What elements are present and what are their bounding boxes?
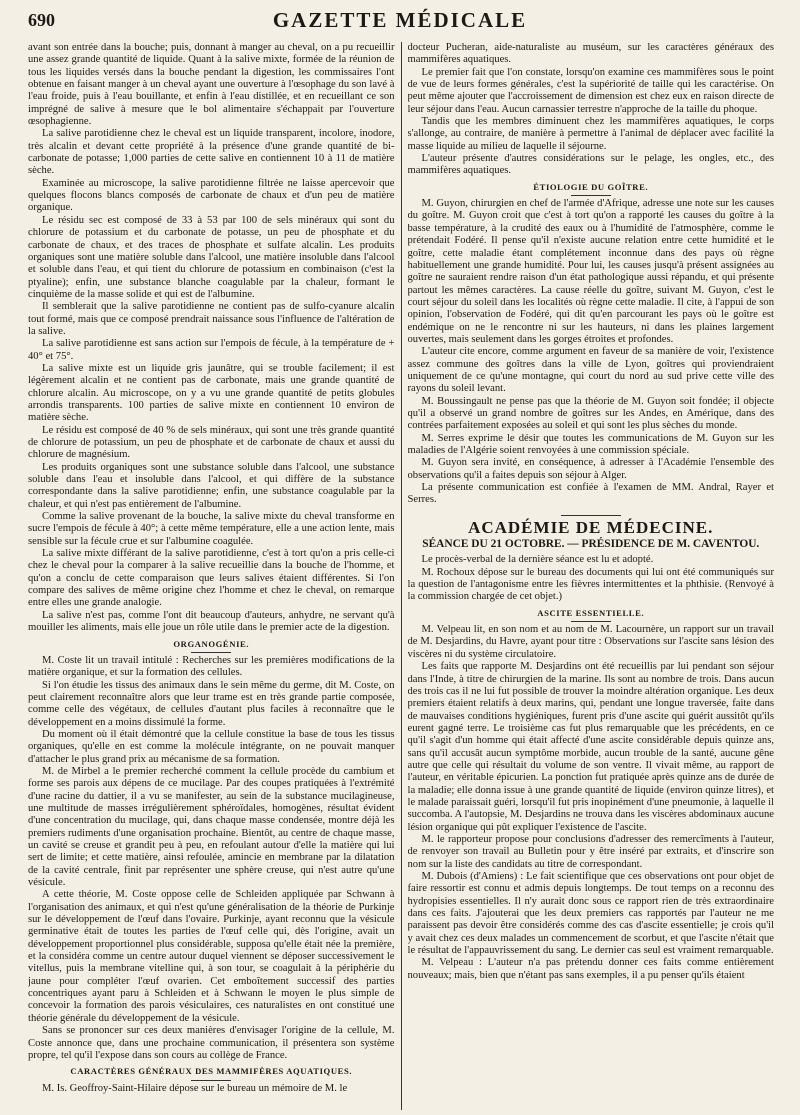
paragraph: La salive mixte est un liquide gris jaunâtre, qui se trouble facilement; il est légèrement alcalin et ne contient pas de carbonate, mais une grande quantité de chlorure alcalin. Au microscope, on y a vu une grande quantité de petits globules arrondis transparents. 100 parties de salive mixte en contiennent 10 environ de matière sèche. [28,362,395,424]
paragraph: Du moment où il était démontré que la cellule constitue la base de tous les tissus organiques, qu'elle en est comme la molécule intégrante, on ne pouvait manquer d'attacher le plus grand prix au mécanisme de sa formation. [28,728,395,765]
paragraph: L'auteur cite encore, comme argument en faveur de sa manière de voir, l'existence assez commune des goîtres dans la ville de Lyon, goîtres qui proviendraient uniquement de ce qu'une montagne, qui court du nord au sud prive cette ville des rayons du soleil levant. [407,346,774,395]
paragraph: Sans se prononcer sur ces deux manières d'envisager l'origine de la cellule, M. Coste annonce que, dans une prochaine communication, il présentera son système propre, tel qu'il l'expose dans son cours au collège de France. [28,1025,395,1061]
section-heading-mammiferes: CARACTÈRES GÉNÉRAUX DES MAMMIFÈRES AQUATIQUES. [28,1065,395,1080]
paragraph: Si l'on étudie les tissus des animaux dans le sein même du germe, dit M. Coste, on peut clairement reconnaître alors que leur trame est en très grande partie composée, comme celle des végétaux, de cellules d'autant plus faciles à reconnaître que le développement en a moins dissimulé la forme. [28,679,395,728]
paragraph: M. Guyon sera invité, en conséquence, à adresser à l'Académie l'ensemble des observations qu'il a faites depuis son séjour à Alger. [407,457,774,481]
paragraph: M. Guyon, chirurgien en chef de l'armée d'Afrique, adresse une note sur les causes du goître. M. Guyon croit que c'est à tort qu'on a rapporté les causes du goître à la basse température, à la crudité des eaux ou à l'humidité de l'atmosphère, comme le prétendait Fodéré. Il pense qu'il n'existe aucune relation entre cette humidité et le goître, cette maladie étant complétement inconnue dans des pays où règne habituellement une grande humidité. Pour lui, les causes jusqu'à présent assignées au goître ne sauraient rendre raison d'un état pathologique aussi répandu, et qui présente partout les mêmes caractères. La cause réelle du goître, suivant M. Guyon, c'est le court séjour du soleil dans les localités où règne cette maladie. Il cite, à l'appui de son opinion, l'observation de Fodéré, qui dit qu'en parcourant les pays où le goître est endémique on ne le rencontre ni sur les hauteurs, ni dans les plaines largement ouvertes, mais seulement dans les gorges étroites et profondes. [407,198,774,345]
paragraph: La salive mixte différant de la salive parotidienne, c'est à tort qu'on a pris celle-ci chez le cheval pour la comparer à la salive recueillie dans la bouche de l'homme, et qu'on a conclu de cette comparaison que leurs salives étaient différentes. Si l'on compare des salives de même origine chez l'homme et chez le cheval, on remarque entre elles une grande analogie. [28,548,395,609]
paragraph: Le résidu est composé de 40 % de sels minéraux, qui sont une très grande quantité de chlorure de potassium, un peu de phosphate et de carbonate de chaux et aussi du chlorure de magnésium. [28,424,395,461]
paragraph: Les produits organiques sont une substance soluble dans l'alcool, une substance soluble dans l'eau et insoluble dans l'alcool, et qui diffère de la substance correspondante dans la salive parotidienne; enfin, une substance coagulable par la chaleur, et qui n'est pas entièrement de l'albumine. [28,461,395,510]
running-title: GAZETTE MÉDICALE [272,8,528,32]
paragraph: M. de Mirbel a le premier recherché comment la cellule procède du cambium et forme ses parois aux dépens de ce mucilage. Par des coupes pratiquées à l'extrémité d'une racine du dattier, il a vu se manifester, au sein de la substance mucilagineuse, une multitude de masses irrégulièrement sphéroïdales, homogènes, résultat évident d'une concentration du mucilage, qui, dans chaque masse condensée, montre déjà les premiers rudiments d'une organisation prochaine. Bientôt, au centre de chaque masse, un cavité se creuse et grandit peu à peu, en refoulant autour d'elle la matière qui lui sert de limite; et cette matière, ainsi refoulée, amincie en membrane par la dilatation de la cavité centrale, finit par représenter une sphère creuse, qui n'est autre qu'une vésicule. [28,765,395,889]
left-column [28,42,395,1110]
article-columns [28,42,774,1110]
academy-title: ACADÉMIE DE MÉDECINE. [408,515,775,534]
paragraph: La salive parotidienne est sans action sur l'empois de fécule, à la température de + 40° et 75°. [28,338,395,362]
paragraph: M. Velpeau : L'auteur n'a pas prétendu donner ces faits comme entièrement nouveaux; mais, bien que n'étant pas sans exemples, il a pu penser qu'ils étaient [407,957,774,981]
section-heading-organogenie: ORGANOGÉNIE. [28,638,395,653]
paragraph: Les faits que rapporte M. Desjardins ont été recueillis par lui pendant son séjour dans l'Inde, à titre de chirurgien de la marine. Ils sont au nombre de trois. Dans aucun des trois cas il ne lui fut possible de trouver la moindre altération organique. Les deux premiers étaient relatifs à deux marins, qui, pendant une longue traversée, faite dans de mauvaises conditions hygiéniques, furent pris d'une ascite qui guérit aussitôt qu'ils eurent gagné terre. Le troisième cas fut plus remarquable que les précédents, en ce qu'il s'agit d'un homme qui était affecté d'une ascite considérable depuis quinze ans, sans qu'il accusât aucun symptôme morbide, aucun trouble de la santé, aucune gêne autre que celle qui résultait du volume de son ventre. Il vivait même, au rapport de l'auteur, en véritable épicurien. La ponction fut pratiquée après quinze ans de durée de la maladie; elle donna issue à une grande quantité de liquide (environ quinze litres), et le malade paraissait guéri, lorsqu'il fut pris inopinément d'une pneumonie, à laquelle il succomba. A l'autopsie, M. Desjardins ne trouva dans les viscères abdominaux aucune lésion organique qui pût expliquer l'existence de l'ascite. [407,661,774,833]
paragraph: M. Coste lit un travail intitulé : Recherches sur les premières modifications de la matière organique, et sur la formation des cellules. [28,654,395,679]
page-number: 690 [28,10,55,30]
paragraph: M. Dubois (d'Amiens) : Le fait scientifique que ces observations ont pour objet de faire ressortir est connu et admis depuis longtemps. De tout temps on a reconnu des hydropisies essentielles. Il n'y aurait donc sous ce rapport rien de très extraordinaire dans ces faits. J'ajouterai que les deux premiers cas rapportés par l'auteur ne me paraissent pas devoir être considérés comme des cas d'ascite essentielle; je crois qu'il y avait chez ces deux malades un commencement de scorbut, et que l'ascite n'était que le résultat de l'appauvrissement du sang. Le dernier cas seul est vraiment remarquable. [407,871,774,957]
page-header [0,0,800,40]
paragraph: A cette théorie, M. Coste oppose celle de Schleiden appliquée par Schwann à l'organisation des animaux, et qui n'est qu'une généralisation de la théorie de Purkinje sur le développement de l'œuf dans l'ovaire. Purkinje, ayant reconnu que la vésicule germinative était de toutes les parties de l'œuf celle qui, dès l'origine, avait un développement proportionnel plus considérable, supposa qu'elle était née la première, et la considéra comme un centre autour duquel viennent se déposer successivement le vitellus, puis la membrane vitelline qui, à son tour, se coagulait à la périphérie du jaune pour compléter l'œuf ovarien. Cet emboîtement successif des parties concentriques ayant paru à Schleiden et à Schwann le moyen le plus simple de concevoir la formation des parois vésiculaires, ces naturalistes en ont constitué une théorie générale du développement de la vésicule. [28,889,395,1024]
section-heading-ascite: ASCITE ESSENTIELLE. [408,607,775,622]
paragraph: Examinée au microscope, la salive parotidienne filtrée ne laisse apercevoir que quelques flocons blancs composés de carbonate de chaux et d'un peu de matière organique. [28,177,395,214]
column-divider [401,42,402,1110]
seance-line: SÉANCE DU 21 OCTOBRE. — PRÉSIDENCE DE M. CAVENTOU. [422,538,760,551]
paragraph: Il semblerait que la salive parotidienne ne contient pas de sulfo-cyanure alcalin tout formé, mais que ce composé prendrait naissance sous l'influence de l'altération de la salive. [28,301,395,337]
paragraph: La présente communication est confiée à l'examen de MM. Andral, Rayer et Serres. [407,482,774,506]
paragraph: M. le rapporteur propose pour conclusions d'adresser des remercîments à l'auteur, de renvoyer son travail au Bulletin pour y être inséré par extraits, et d'inscrire son nom sur la liste des candidats au titre de correspondant. [407,833,774,870]
paragraph: Tandis que les membres diminuent chez les mammifères aquatiques, le corps s'allonge, au contraire, de manière à permettre à l'animal de déplacer avec facilité la masse liquide au milieu de laquelle il séjourne. [407,116,774,152]
paragraph: L'auteur présente d'autres considérations sur le pelage, les ongles, etc., des mammifères aquatiques. [407,153,774,177]
paragraph: La salive parotidienne chez le cheval est un liquide transparent, incolore, inodore, très alcalin et devant cette propriété à la présence d'une grande quantité de bi-carbonate de potasse; 1,000 parties de cette salive en contiennent 10 à 11 de matière sèche. [28,128,395,177]
paragraph: Comme la salive provenant de la bouche, la salive mixte du cheval transforme en sucre l'empois de fécule à 40°; à cette même température, elle a une action lente, mais sensible sur la fécule crue et sur l'albumine coagulée. [28,511,395,547]
paragraph: M. Rochoux dépose sur le bureau des documents qui lui ont été communiqués sur la question de l'antagonisme entre les fièvres intermittentes et la phthisie. (Renvoyé à la commission chargée de cet objet.) [407,566,774,603]
paragraph: Le résidu sec est composé de 33 à 53 par 100 de sels minéraux qui sont du chlorure de potassium et du carbonate de potasse, un peu de phosphate et du carbonate de chaux, et des traces de phosphate et sulfate alcalin. Les produits organiques sont une matière soluble dans l'alcool, une matière insoluble dans l'alcool et soluble dans l'eau, et qui tient du chlorure de potassium en combinaison (c'est la ptyaline); enfin, une substance blanche coagulable par la chaleur, formant le cinquième de la masse solide et qui est de l'albumine. [28,214,395,300]
paragraph: M. Boussingault ne pense pas que la théorie de M. Guyon soit fondée; il objecte qu'il a observé un grand nombre de goîtres sur les Andes, en Amérique, dans des contrées parfaitement exposées au soleil et qui sont les plus sèches du monde. [407,395,774,432]
section-heading-etiologie: ÉTIOLOGIE DU GOÎTRE. [408,181,775,196]
paragraph: docteur Pucheran, aide-naturaliste au muséum, sur les caractères généraux des mammifères aquatiques. [407,42,774,66]
paragraph: M. Serres exprime le désir que toutes les communications de M. Guyon sur les maladies de l'Algérie soient renvoyées à une commission spéciale. [407,432,774,456]
paragraph: Le premier fait que l'on constate, lorsqu'on examine ces mammifères sous le point de vue de leurs formes générales, c'est la supériorité de taille qui les caractérise. On peut même ajouter que l'accroissement de dimension est chez eux en raison directe de leur séjour dans l'eau. Aucun carnassier terrestre n'approche de la taille du phoque. [407,66,774,115]
paragraph: M. Velpeau lit, en son nom et au nom de M. Lacournère, un rapport sur un travail de M. Desjardins, du Havre, ayant pour titre : Observations sur l'ascite sans lésion des viscères ni du système circulatoire. [407,624,774,660]
paragraph: Le procès-verbal de la dernière séance est lu et adopté. [421,554,654,566]
paragraph: M. Is. Geoffroy-Saint-Hilaire dépose sur le bureau un mémoire de M. le [42,1082,348,1094]
right-column [408,42,775,1110]
paragraph: avant son entrée dans la bouche; puis, donnant à manger au cheval, on a pu recueillir une assez grande quantité de liquide. Quant à la salive mixte, formée de la réunion de tous les liquides versés dans la bouche pendant la digestion, les commissaires l'ont obtenue en faisant manger à un cheval ayant une ouverture à l'œsophage du son lavé à l'eau froide, puis à l'eau bouillante, et enfin à l'eau distillée, et en recueillant ce son imprégné de salive à mesure que le bol alimentaire s'échappait par l'ouverture œsophagienne. [28,42,395,128]
paragraph: La salive n'est pas, comme l'ont dit beaucoup d'auteurs, anhydre, ne servant qu'à mouiller les aliments, mais elle joue un rôle utile dans le premier acte de la digestion. [28,609,395,634]
